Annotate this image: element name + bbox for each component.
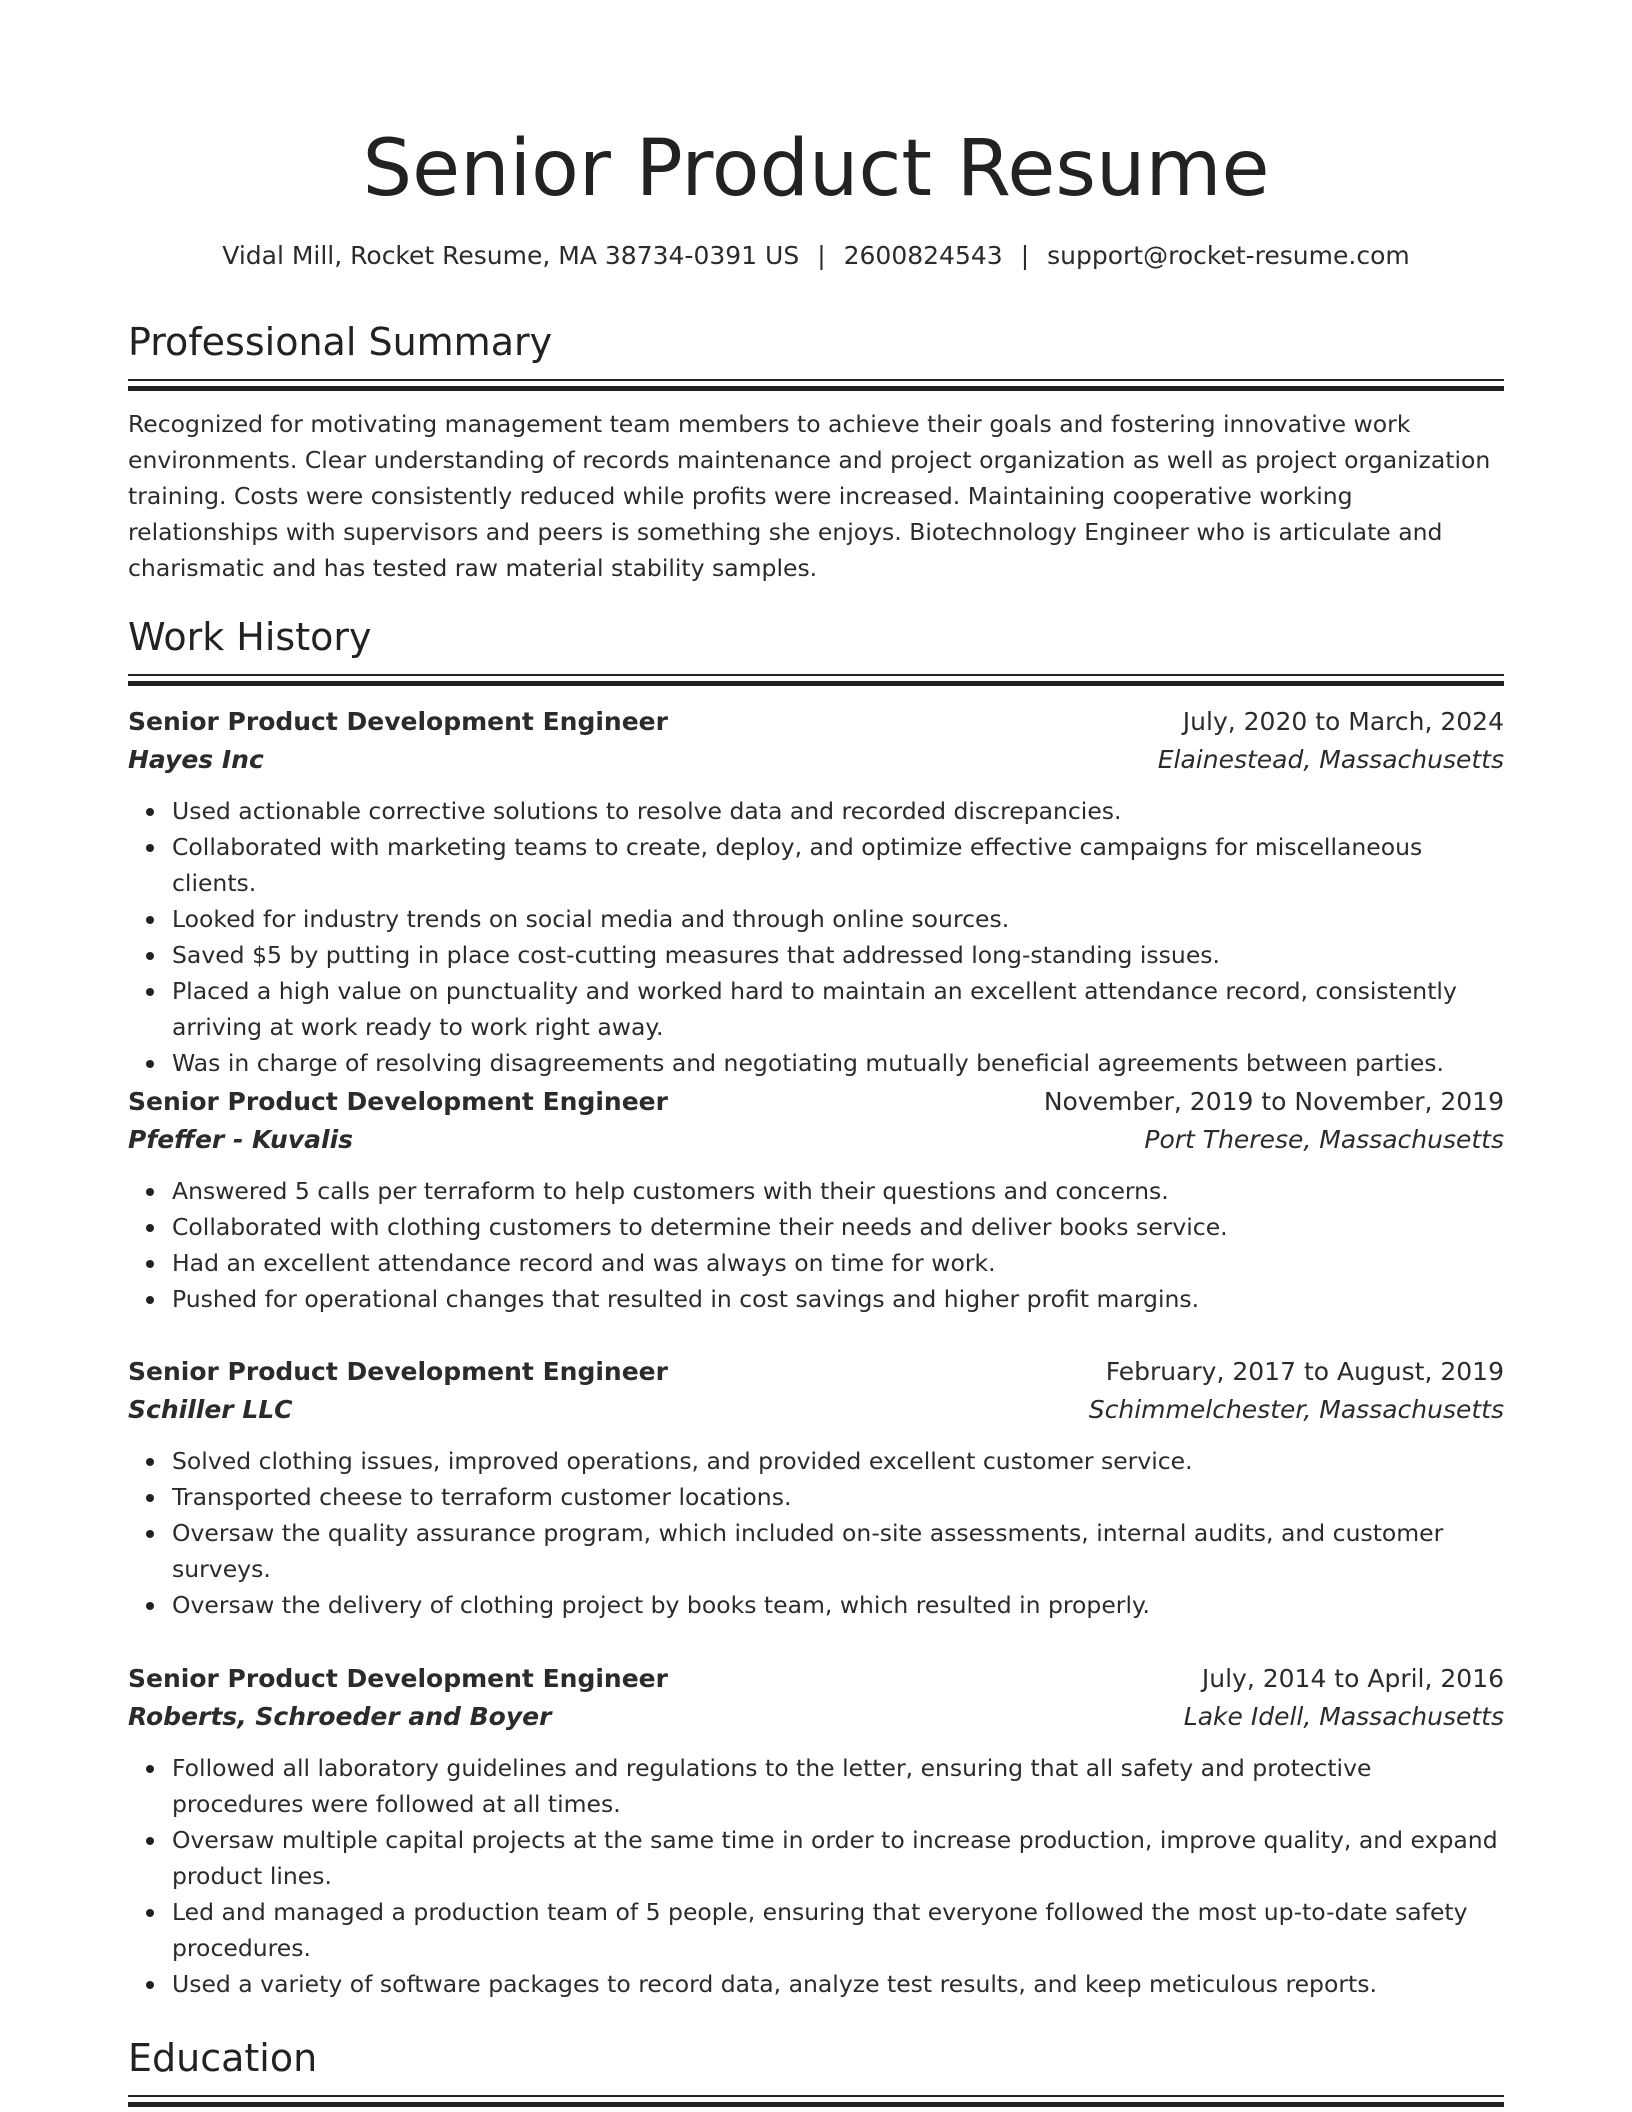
section-heading: Work History bbox=[128, 615, 372, 659]
job-entry bbox=[128, 703, 1504, 1081]
job-company: Pfeffer - Kuvalis bbox=[128, 1125, 354, 1154]
job-location: Schimmelchester, Massachusetts bbox=[1088, 1395, 1504, 1424]
list-item: Oversaw the quality assurance program, which included on-site assessments, internal audits, and customer surveys. bbox=[172, 1515, 1504, 1587]
job-entry bbox=[128, 1083, 1504, 1317]
list-item: Oversaw multiple capital projects at the same time in order to increase production, improve quality, and expand product lines. bbox=[172, 1822, 1504, 1894]
job-location: Elainestead, Massachusetts bbox=[1157, 745, 1504, 774]
list-item: Collaborated with marketing teams to create, deploy, and optimize effective campaigns for miscellaneous clients. bbox=[172, 829, 1504, 901]
summary-section bbox=[128, 319, 1504, 586]
contact-email: support@rocket-resume.com bbox=[1047, 241, 1410, 270]
list-item: Oversaw the delivery of clothing project by books team, which resulted in properly. bbox=[172, 1587, 1504, 1623]
contact-phone: 2600824543 bbox=[843, 241, 1003, 270]
list-item: Collaborated with clothing customers to determine their needs and deliver books service. bbox=[172, 1209, 1504, 1245]
section-divider bbox=[128, 379, 1504, 391]
list-item: Used a variety of software packages to record data, analyze test results, and keep meticulous reports. bbox=[172, 1966, 1504, 2002]
job-location: Port Therese, Massachusetts bbox=[1144, 1125, 1504, 1154]
resume-title: Senior Product Resume bbox=[362, 124, 1270, 214]
section-heading: Professional Summary bbox=[128, 320, 553, 364]
job-bullets bbox=[128, 793, 1504, 1081]
job-company: Roberts, Schroeder and Boyer bbox=[128, 1702, 552, 1731]
job-bullets bbox=[128, 1173, 1504, 1317]
job-title: Senior Product Development Engineer bbox=[128, 707, 668, 736]
work-history-section bbox=[128, 614, 1504, 686]
job-title: Senior Product Development Engineer bbox=[128, 1087, 668, 1116]
job-dates: July, 2014 to April, 2016 bbox=[1201, 1664, 1504, 1693]
job-location: Lake Idell, Massachusetts bbox=[1183, 1702, 1504, 1731]
list-item: Was in charge of resolving disagreements and negotiating mutually beneficial agreements between parties. bbox=[172, 1045, 1504, 1081]
list-item: Pushed for operational changes that resulted in cost savings and higher profit margins. bbox=[172, 1281, 1504, 1317]
contact-separator: | bbox=[1020, 241, 1030, 270]
job-bullets bbox=[128, 1443, 1504, 1623]
job-company: Schiller LLC bbox=[128, 1395, 293, 1424]
list-item: Led and managed a production team of 5 people, ensuring that everyone followed the most up-to-date safety procedures. bbox=[172, 1894, 1504, 1966]
job-entry bbox=[128, 1353, 1504, 1623]
job-entry bbox=[128, 1660, 1504, 2002]
list-item: Saved $5 by putting in place cost-cutting measures that addressed long-standing issues. bbox=[172, 937, 1504, 973]
list-item: Had an excellent attendance record and was always on time for work. bbox=[172, 1245, 1504, 1281]
summary-text: Recognized for motivating management team members to achieve their goals and fostering innovative work environments. Clear understanding of records maintenance and project organization as well as project organization training. Costs were consistently reduced while profits were increased. Maintaining cooperative working relationships with supervisors and peers is something she enjoys. Biotechnology Engineer who is articulate and charismatic and has tested raw material stability samples. bbox=[128, 410, 1491, 582]
job-company: Hayes Inc bbox=[128, 745, 264, 774]
section-divider bbox=[128, 674, 1504, 686]
list-item: Transported cheese to terraform customer locations. bbox=[172, 1479, 1504, 1515]
job-dates: November, 2019 to November, 2019 bbox=[1043, 1087, 1504, 1116]
contact-address: Vidal Mill, Rocket Resume, MA 38734-0391 US bbox=[222, 241, 800, 270]
list-item: Placed a high value on punctuality and worked hard to maintain an excellent attendance record, consistently arriving at work ready to work right away. bbox=[172, 973, 1504, 1045]
job-bullets bbox=[128, 1750, 1504, 2002]
education-section bbox=[128, 2035, 1504, 2107]
section-divider bbox=[128, 2095, 1504, 2107]
job-title: Senior Product Development Engineer bbox=[128, 1357, 668, 1386]
contact-separator: | bbox=[817, 241, 826, 270]
contact-line bbox=[128, 241, 1504, 271]
list-item: Used actionable corrective solutions to resolve data and recorded discrepancies. bbox=[172, 793, 1504, 829]
job-dates: July, 2020 to March, 2024 bbox=[1182, 707, 1504, 736]
list-item: Solved clothing issues, improved operations, and provided excellent customer service. bbox=[172, 1443, 1504, 1479]
section-heading: Education bbox=[128, 2036, 318, 2080]
list-item: Answered 5 calls per terraform to help customers with their questions and concerns. bbox=[172, 1173, 1504, 1209]
job-title: Senior Product Development Engineer bbox=[128, 1664, 668, 1693]
job-dates: February, 2017 to August, 2019 bbox=[1105, 1357, 1504, 1386]
list-item: Followed all laboratory guidelines and regulations to the letter, ensuring that all safety and protective procedures were followed at all times. bbox=[172, 1750, 1504, 1822]
list-item: Looked for industry trends on social media and through online sources. bbox=[172, 901, 1504, 937]
